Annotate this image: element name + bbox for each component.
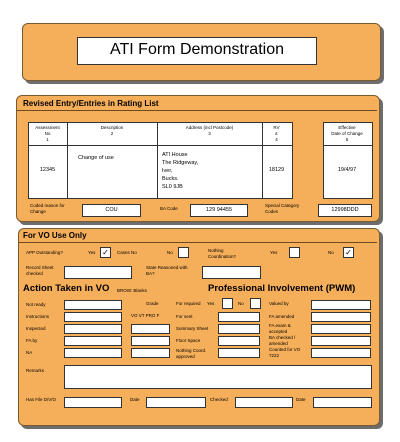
special-cat-value: 12998DDD: [331, 207, 359, 213]
coord-no-checkbox[interactable]: ✓: [343, 247, 354, 258]
ba-code-label: BA Code: [160, 206, 178, 211]
record-sheet-field[interactable]: [64, 266, 132, 279]
left-field-4[interactable]: [64, 348, 122, 358]
cases-no-label: Cases No: [117, 250, 137, 255]
app-outstanding-label: APP Outstanding?: [26, 250, 63, 255]
right-label-4: Counted for VO 7222: [269, 347, 301, 358]
mid-field-3[interactable]: [218, 348, 260, 358]
date-field-2[interactable]: [313, 397, 372, 408]
right-label-3: BA checked / amended: [269, 335, 296, 346]
action-heading: Action Taken in VO: [23, 283, 110, 294]
coded-reason-value: COU: [105, 207, 118, 213]
remarks-label: Remarks: [26, 368, 45, 373]
grade-field-3[interactable]: [131, 348, 170, 358]
form-title-text: ATI Form Demonstration: [110, 41, 284, 58]
mid-field-2[interactable]: [218, 336, 260, 346]
special-cat-label: Special Category Codes: [265, 203, 300, 214]
mid-field-0[interactable]: [218, 312, 260, 322]
left-label-4: NA: [26, 350, 33, 355]
state-reasoned-field[interactable]: [202, 266, 261, 279]
date-label-1: Date: [130, 397, 140, 402]
record-sheet-label: Record Sheet checked: [26, 265, 54, 276]
coord-yes-label: Yes: [270, 250, 278, 255]
col4-header: RV £ 4: [273, 125, 280, 142]
date-label-2: Date: [296, 397, 306, 402]
right-field-4[interactable]: [311, 348, 371, 358]
vo-divider: [19, 242, 377, 243]
rating-divider: [17, 110, 377, 111]
left-field-0[interactable]: [64, 300, 122, 310]
left-label-0: Not ready: [26, 302, 46, 307]
right-label-2: FA exam & accepted: [269, 323, 291, 334]
right-field-0[interactable]: [311, 300, 371, 310]
has-file-field[interactable]: [64, 397, 122, 408]
mid-label-0: For sent: [176, 314, 193, 319]
prof-heading: Professional Involvement (PWM): [208, 283, 356, 294]
has-file-label: Has File D/V/O: [26, 397, 57, 402]
coord-yes-checkbox[interactable]: [289, 247, 300, 258]
checked-field[interactable]: [235, 397, 293, 408]
app-yes-label: Yes: [88, 250, 96, 255]
description-value: Change of use: [78, 155, 114, 161]
action-subheading: BROW: Blanks: [117, 288, 147, 293]
coord-no-label: No: [328, 250, 334, 255]
grade-label: Grade: [146, 301, 159, 306]
address-value: ATI House The Ridgeway, Iver, Bucks. SL0 9JB: [162, 152, 199, 190]
grade-field-2[interactable]: [131, 336, 170, 346]
date-field-1[interactable]: [146, 397, 206, 408]
right-label-1: FA amended: [269, 314, 295, 319]
for-required-yes-checkbox[interactable]: [222, 298, 233, 309]
left-label-3: FA by: [26, 338, 38, 343]
for-required-no: No: [238, 301, 244, 306]
date-value: 19/4/97: [337, 167, 357, 173]
left-field-1[interactable]: [64, 312, 122, 322]
vo-heading: For VO Use Only: [23, 231, 87, 240]
col1-header: Assessment No 1: [35, 125, 60, 142]
rating-heading: Revised Entry/Entries in Rating List: [23, 99, 159, 108]
checked-label: Checked: [210, 397, 228, 402]
grade-options: VO VT PRO F: [131, 313, 160, 318]
col5-header: Effective Date of Change 5: [331, 125, 363, 142]
left-label-2: Inspected: [26, 326, 46, 331]
for-required-yes: Yes: [207, 301, 215, 306]
col2-header: Description 2: [100, 125, 124, 136]
remarks-field[interactable]: [64, 365, 372, 389]
for-required-no-checkbox[interactable]: [250, 298, 261, 309]
assessment-value: 12345: [39, 167, 56, 173]
right-field-3[interactable]: [311, 336, 371, 346]
app-no-label: No: [167, 250, 173, 255]
left-field-3[interactable]: [64, 336, 122, 346]
grade-field-1[interactable]: [131, 324, 170, 334]
mid-label-3: Nothing Coord. approved: [176, 348, 207, 359]
ba-code-value: 129 94455: [206, 207, 232, 213]
col3-header: Address (incl Postcode) 3: [185, 125, 234, 136]
state-reasoned-label: State Reasoned with BA?: [146, 265, 188, 276]
right-field-1[interactable]: [311, 312, 371, 322]
mid-label-1: Summary Sheet: [176, 326, 209, 331]
app-yes-checkbox[interactable]: ✓: [100, 247, 111, 258]
coded-reason-label: Coded reason for Change: [30, 203, 65, 214]
right-field-2[interactable]: [311, 324, 371, 334]
for-required-label: For required: [176, 301, 201, 306]
left-field-2[interactable]: [64, 324, 122, 334]
rating-col5-header-line: [323, 145, 372, 146]
right-label-0: Valued by: [269, 301, 289, 306]
mid-label-2: Floor Space: [176, 338, 201, 343]
left-label-1: Instructions: [26, 314, 50, 319]
nothing-coordination-label: Nothing Coordination?: [208, 248, 237, 259]
mid-field-1[interactable]: [218, 324, 260, 334]
app-no-checkbox[interactable]: [178, 247, 189, 258]
rv-value: 18129: [268, 167, 285, 173]
